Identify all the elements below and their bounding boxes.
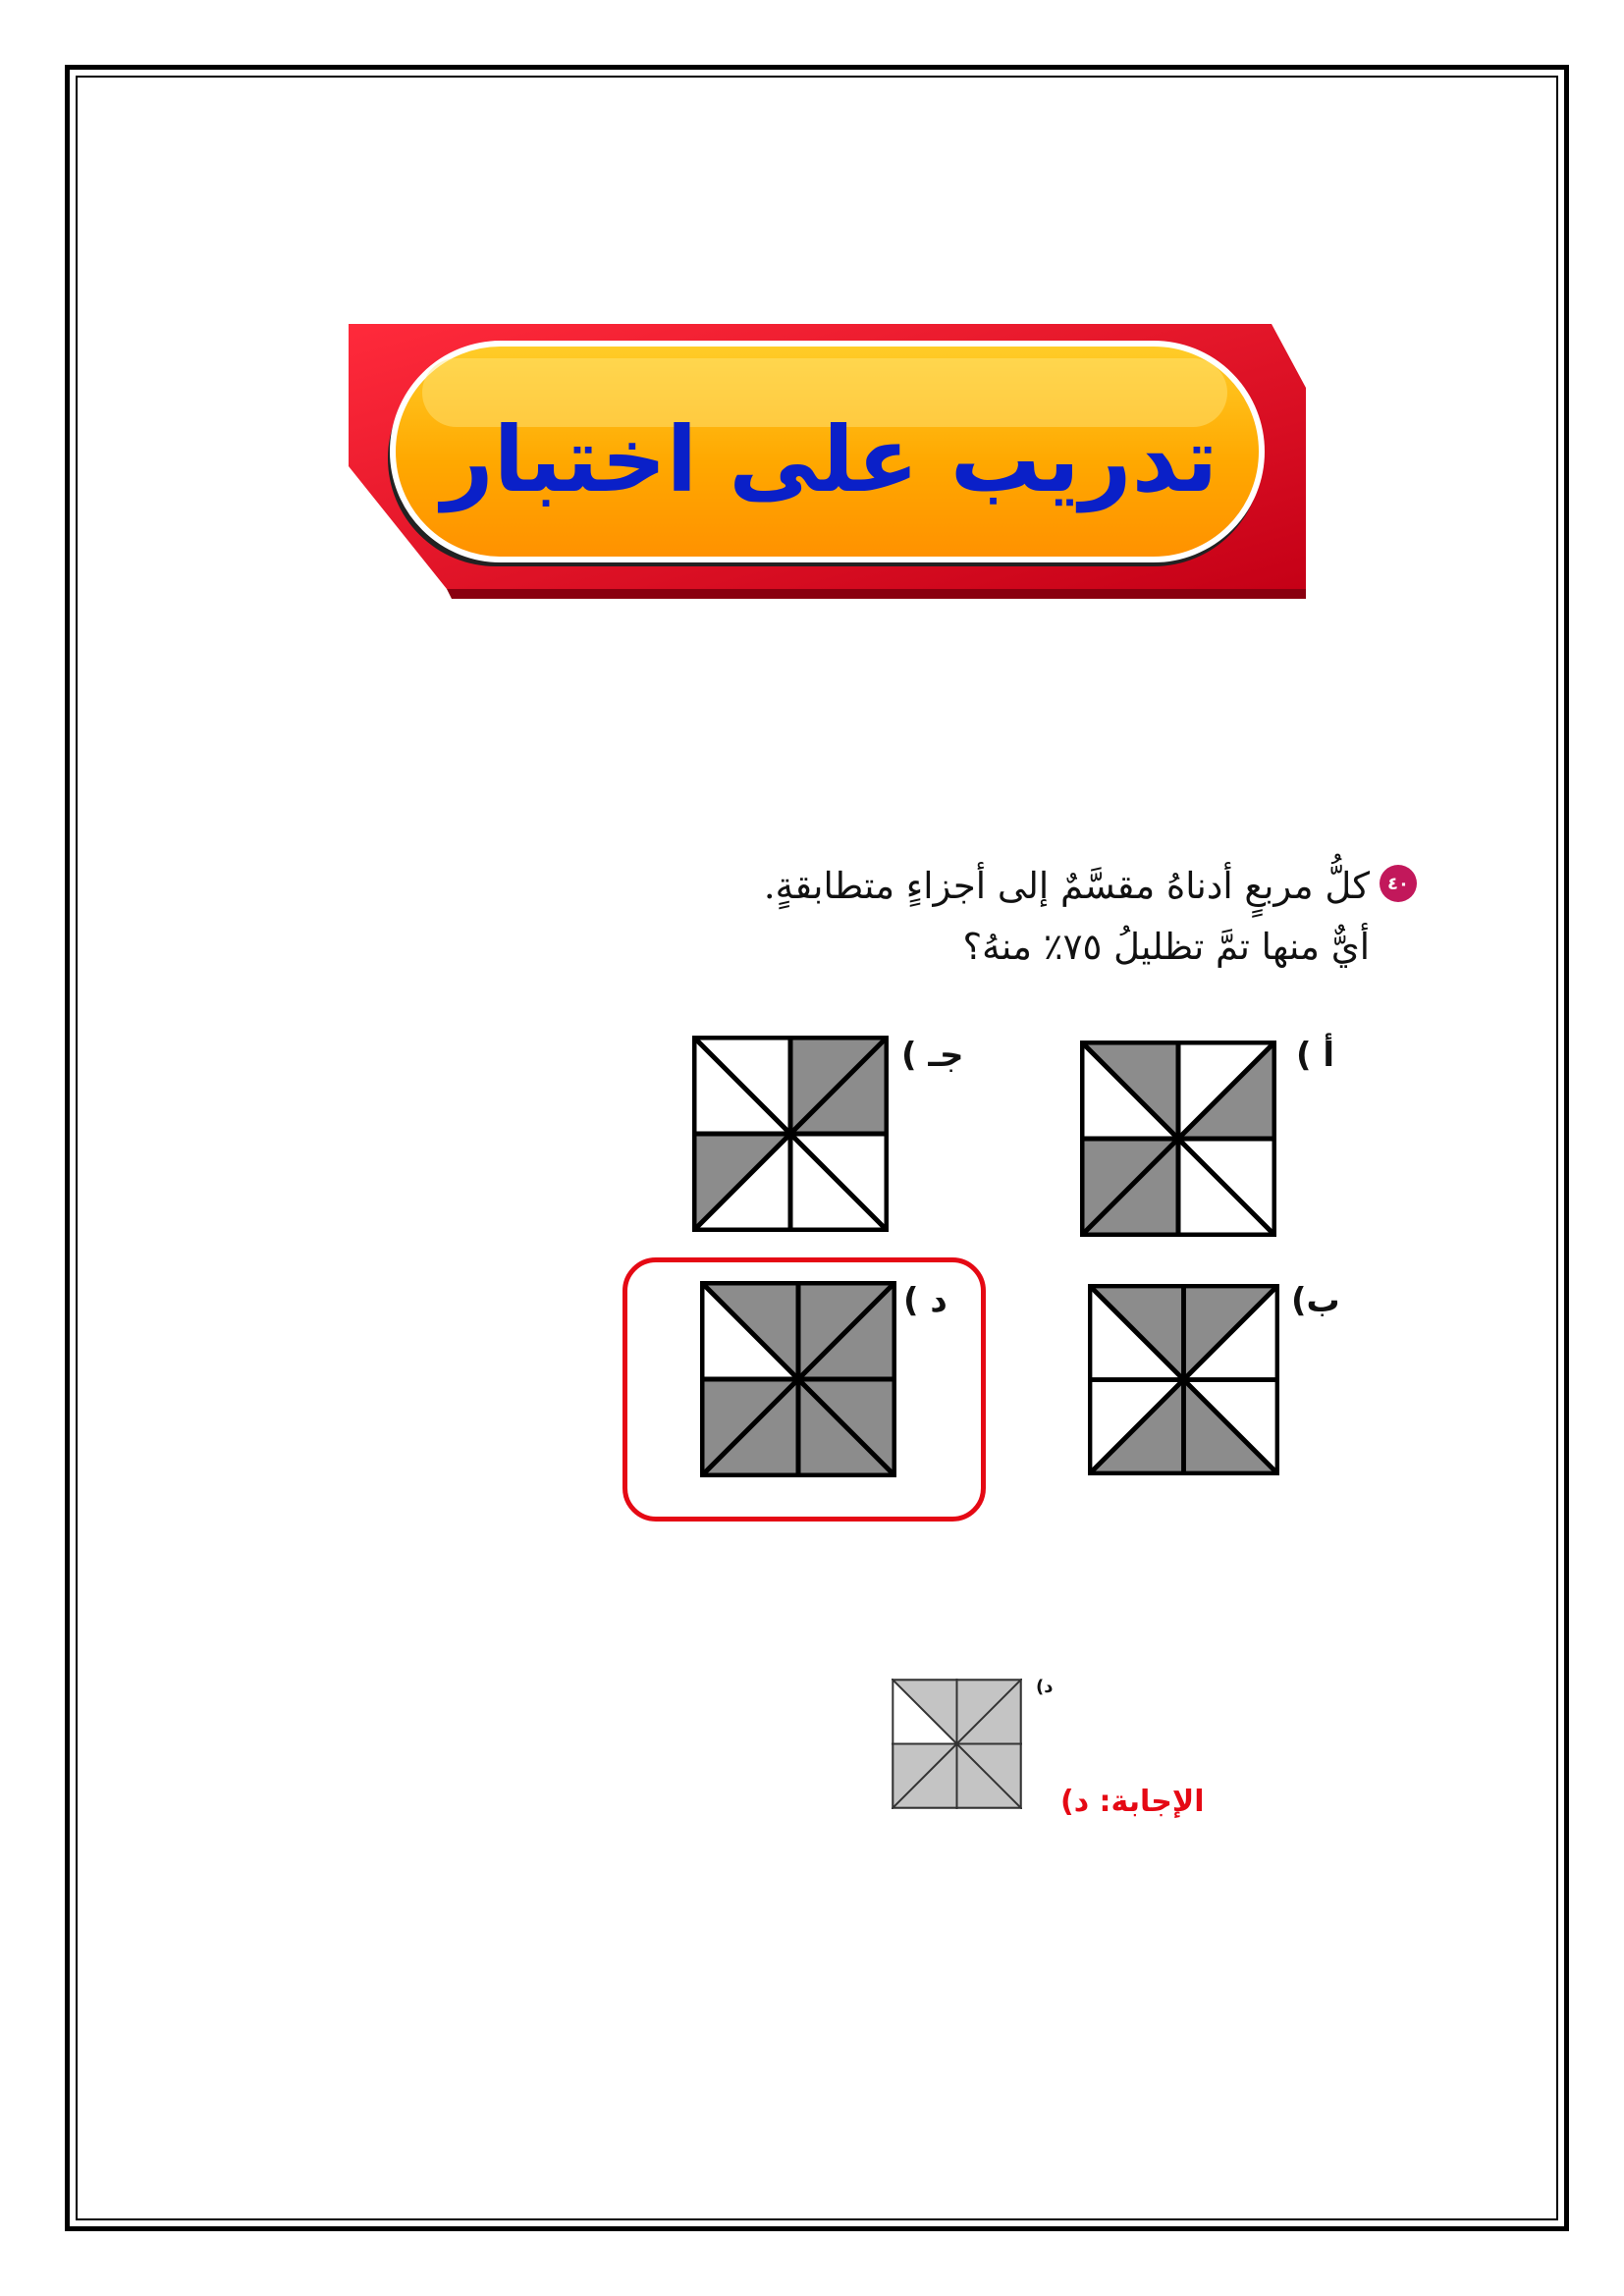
option-label-c: جـ ) [901,1036,964,1075]
option-b-square [1088,1284,1279,1475]
option-label-a: أ ) [1296,1036,1335,1075]
answer-square-label: د) [1036,1677,1054,1697]
question-text: كلُّ مربعٍ أدناهُ مقسَّمٌ إلى أجزاءٍ متطابقةٍ. أيٌّ منها تمَّ تظليلُ ٧٥٪ منهُ؟ [763,865,1370,968]
option-label-d: د ) [903,1281,947,1320]
page-title: تدريب على اختبار [441,406,1218,512]
option-label-b: ب) [1291,1281,1340,1320]
option-c-square [692,1036,889,1232]
question-number-badge: ٤٠ [1380,865,1417,902]
answer-square [892,1679,1022,1809]
option-a-square [1080,1041,1276,1237]
answer-text: الإجابة: د) [1060,1785,1205,1819]
correct-answer-highlight [623,1257,986,1522]
